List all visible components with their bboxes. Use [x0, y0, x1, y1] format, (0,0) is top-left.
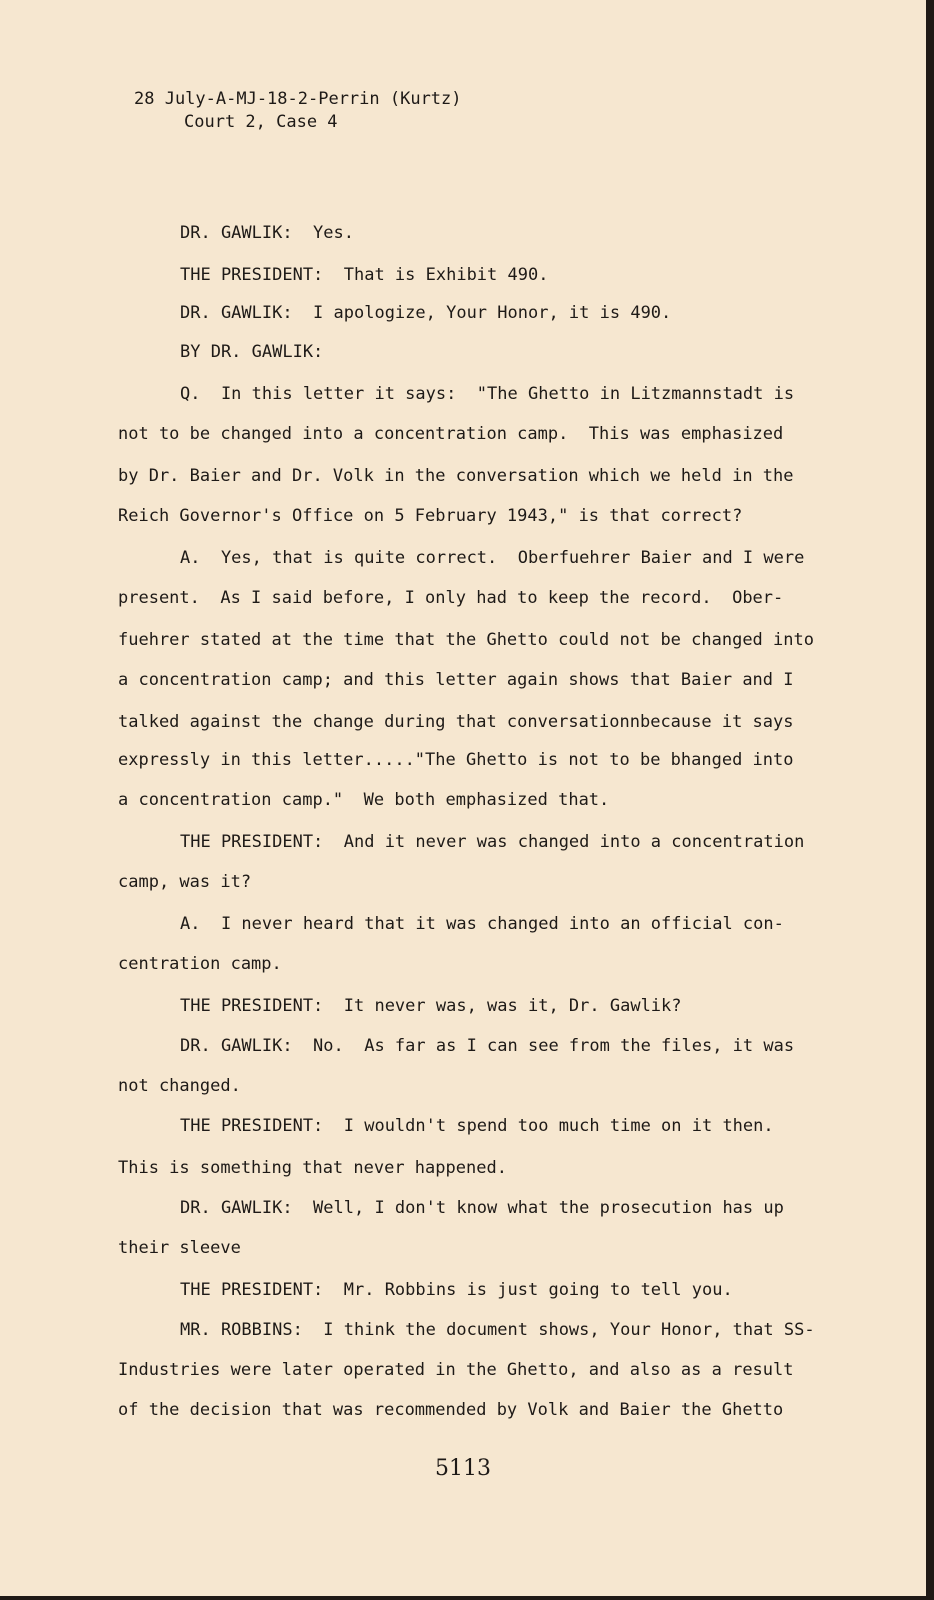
transcript-line: centration camp. [118, 954, 282, 974]
transcript-line: fuehrer stated at the time that the Ghetto could not be changed into [118, 630, 814, 650]
header [134, 88, 462, 134]
transcript-line: not to be changed into a concentration camp. This was emphasized [118, 424, 784, 444]
transcript-line: by Dr. Baier and Dr. Volk in the conversation which we held in the [118, 466, 794, 486]
transcript-line: DR. GAWLIK: No. As far as I can see from the files, it was [180, 1036, 795, 1056]
transcript-line: Q. In this letter it says: "The Ghetto in Litzmannstadt is [180, 384, 795, 404]
transcript-line: THE PRESIDENT: Mr. Robbins is just going to tell you. [180, 1280, 733, 1300]
transcript-line: not changed. [118, 1076, 241, 1096]
transcript-line: a concentration camp." We both emphasized that. [118, 790, 610, 810]
transcript-line: This is something that never happened. [118, 1158, 507, 1178]
transcript-line: DR. GAWLIK: Yes. [180, 223, 354, 243]
transcript-line: THE PRESIDENT: That is Exhibit 490. [180, 265, 549, 285]
transcript-line: DR. GAWLIK: I apologize, Your Honor, it is 490. [180, 303, 672, 323]
transcript-line: Industries were later operated in the Ghetto, and also as a result [118, 1360, 794, 1380]
transcript-line: of the decision that was recommended by Volk and Baier the Ghetto [118, 1400, 784, 1420]
scan-edge-right [926, 0, 934, 1600]
transcript-line: present. As I said before, I only had to keep the record. Ober- [118, 588, 784, 608]
transcript-line: DR. GAWLIK: Well, I don't know what the prosecution has up [180, 1198, 784, 1218]
transcript-line: A. Yes, that is quite correct. Oberfuehrer Baier and I were [180, 548, 805, 568]
transcript-line: THE PRESIDENT: It never was, was it, Dr. Gawlik? [180, 996, 682, 1016]
page-number: 5113 [435, 1456, 491, 1481]
transcript-line: THE PRESIDENT: And it never was changed into a concentration [180, 832, 805, 852]
transcript-line: their sleeve [118, 1238, 241, 1258]
transcript-line: expressly in this letter....."The Ghetto is not to be bhanged into [118, 750, 794, 770]
header-line-1: 28 July-A-MJ-18-2-Perrin (Kurtz) [134, 89, 462, 109]
transcript-line: camp, was it? [118, 872, 252, 892]
transcript-line: MR. ROBBINS: I think the document shows, Your Honor, that SS- [180, 1320, 815, 1340]
transcript-line: talked against the change during that conversationnbecause it says [118, 712, 794, 732]
transcript-line: A. I never heard that it was changed into an official con- [180, 914, 784, 934]
transcript-line: BY DR. GAWLIK: [180, 342, 324, 362]
transcript-line: Reich Governor's Office on 5 February 1943," is that correct? [118, 506, 743, 526]
transcript-line: THE PRESIDENT: I wouldn't spend too much time on it then. [180, 1116, 774, 1136]
header-line-2: Court 2, Case 4 [184, 112, 338, 132]
transcript-line: a concentration camp; and this letter again shows that Baier and I [118, 670, 794, 690]
scan-edge-bottom [0, 1596, 934, 1600]
